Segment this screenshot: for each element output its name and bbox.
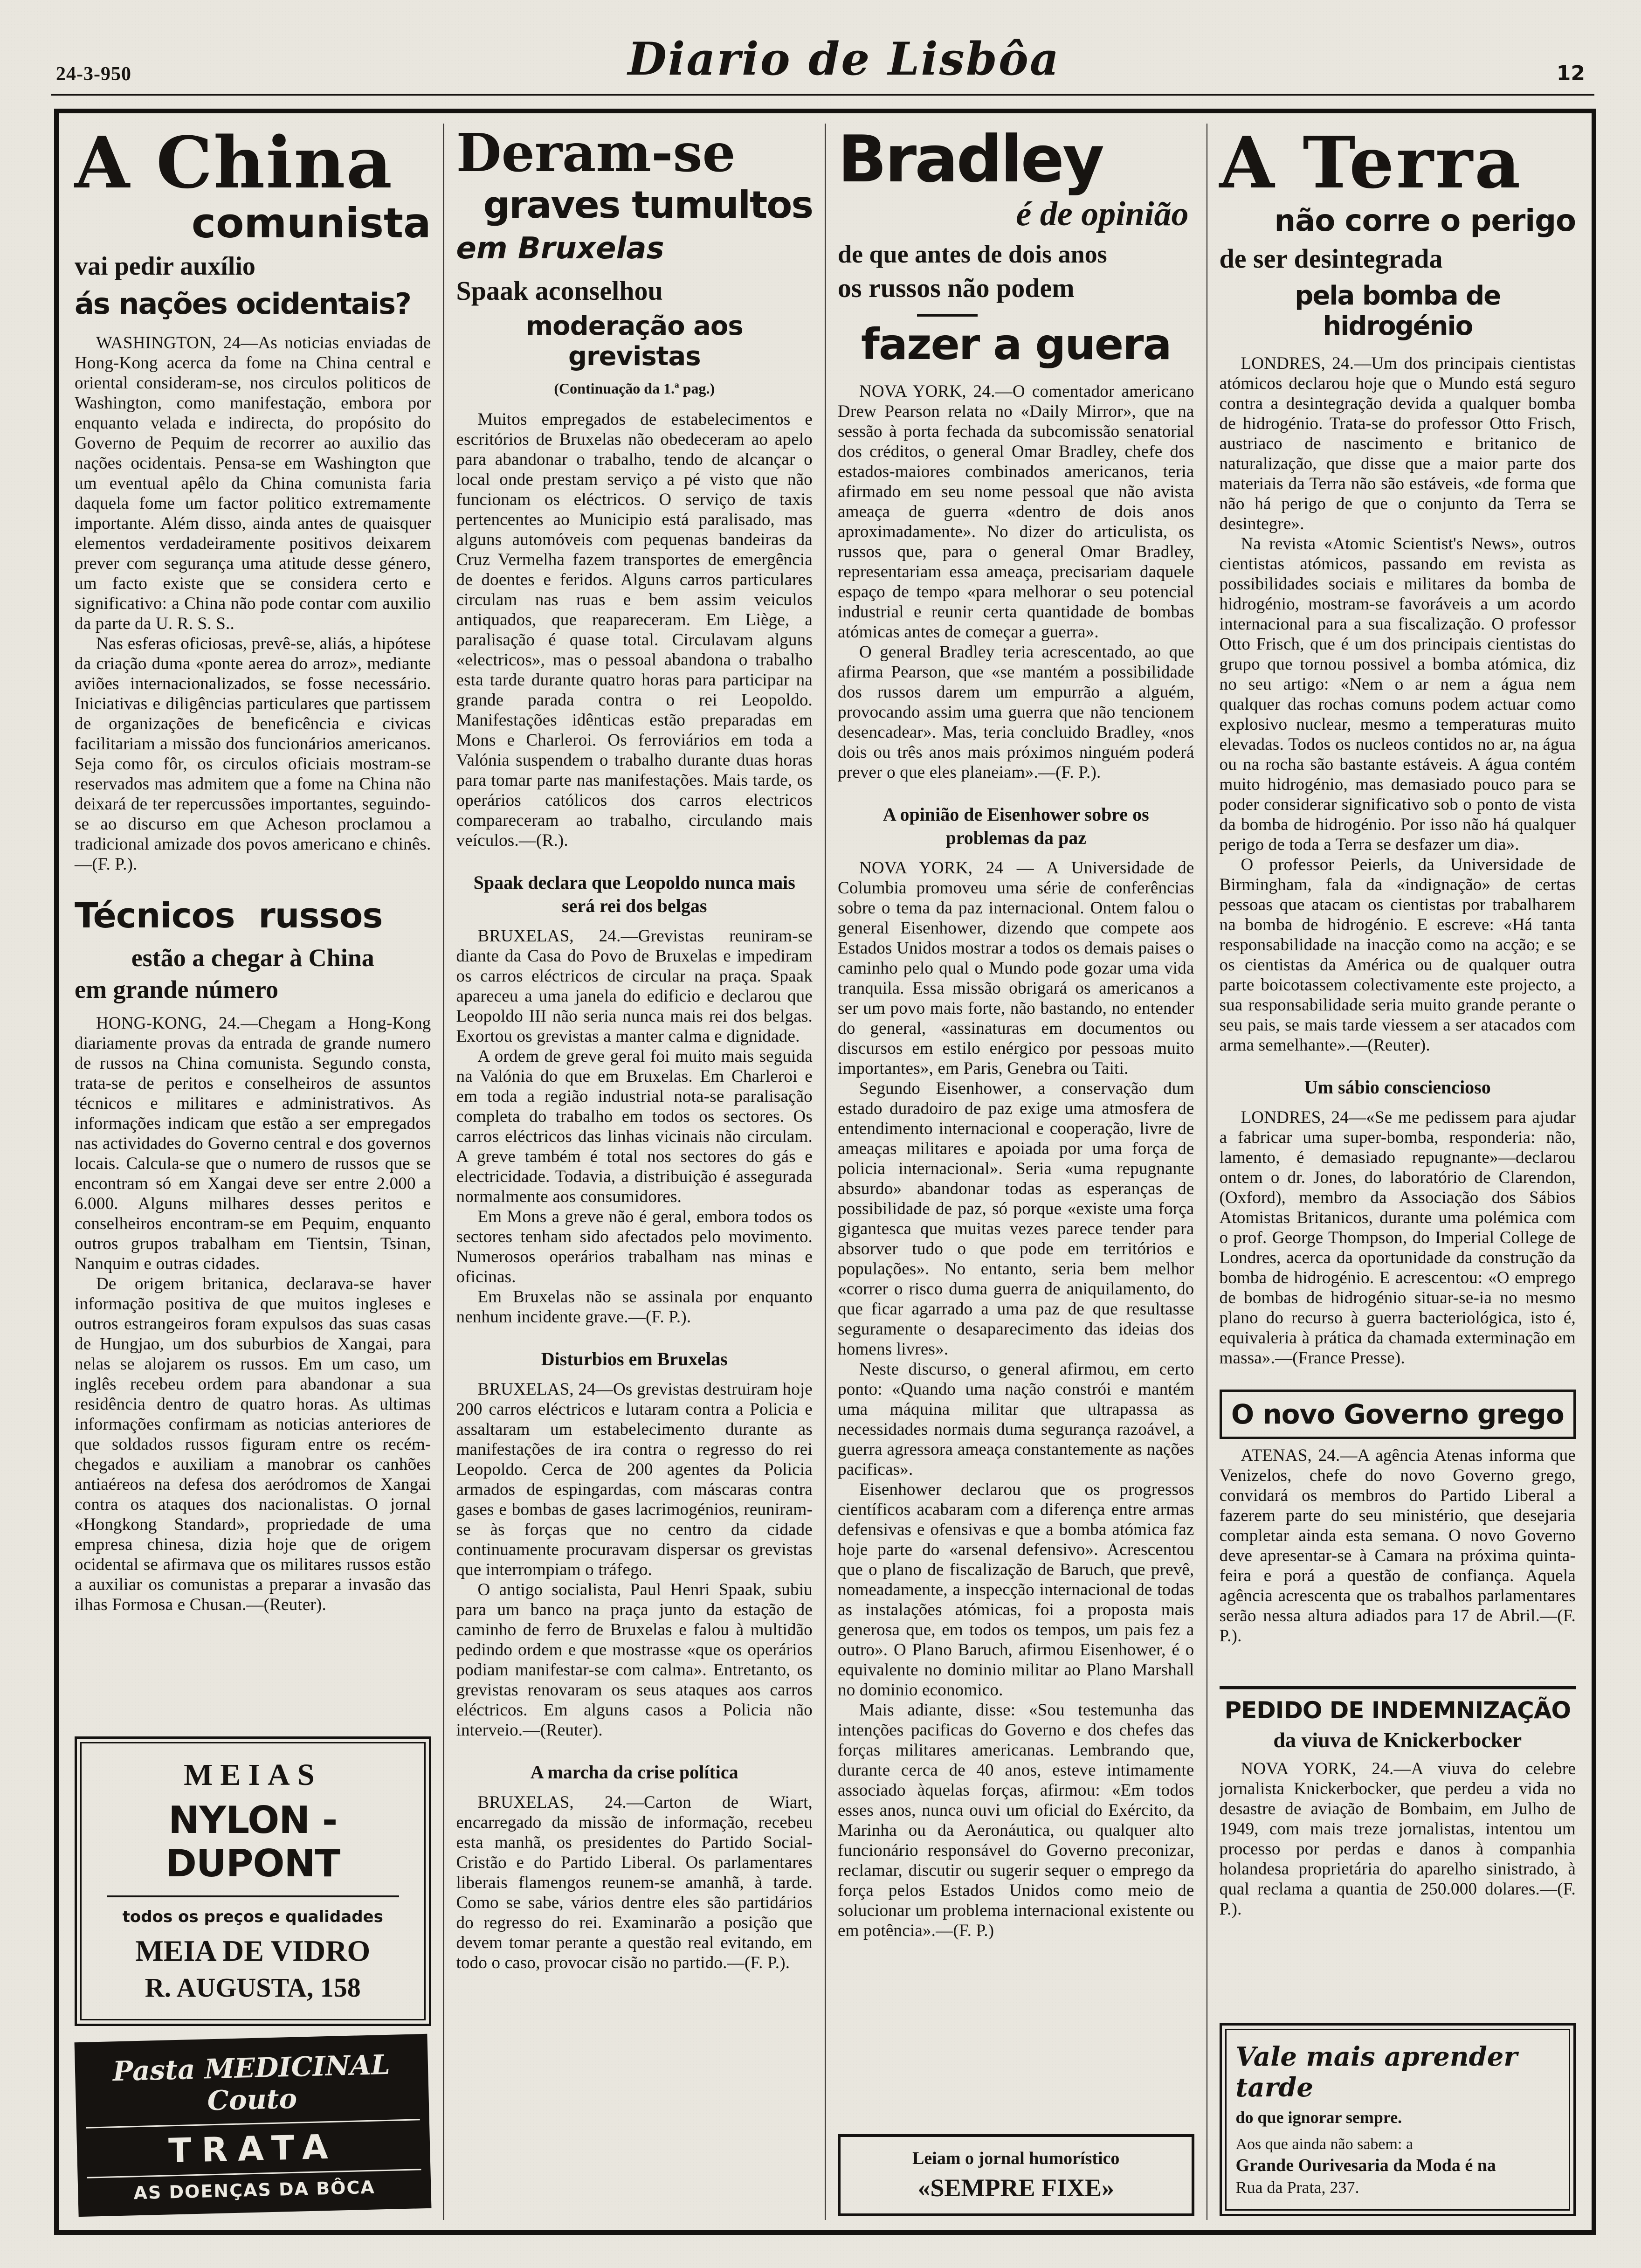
deck-antes-dois-anos: de que antes de dois anos	[838, 240, 1107, 268]
deck-nao-corre-perigo: não corre o perigo	[1274, 204, 1576, 238]
ad-pasta-medicinal-couto	[75, 2034, 431, 2217]
paragraph: O antigo socialista, Paul Henri Spaak, subiu para um banco na praça junto da estação de caminho de ferro de Bruxelas e falou à multidão pedindo ordem e que mostrasse «que os operários podiam manifestar-se com calma». Entretanto, os grevistas renovaram os seus ataques aos carros eléctricos. Em alguns casos a Policia não interveio.—(Reuter).	[456, 1580, 813, 1740]
ad-ourivesaria-da-moda	[1220, 2023, 1576, 2216]
promo-line: Leiam o jornal humorístico	[912, 2149, 1120, 2168]
ad-line: Pasta MEDICINAL Couto	[112, 2048, 391, 2117]
paragraph: Na revista «Atomic Scientist's News», outros cientistas atómicos, passando em revista as possibilidades sociais e militares da bomba de hidrogénio, mostram-se favoráveis a um acordo internacional para a sua fiscalização. O professor Otto Frisch, que é um dos principais cientistas do grupo que tornou possivel a bomba atómica, diz no seu artigo: «Nem o ar nem a água nem qualquer das rochas comuns podem actuar como explosivo nuclear, mesmo a temperaturas muito elevadas. Todos os nucleos contidos no ar, na água ou na rocha são bastante estáveis. A água contém muito hidrogénio, mas demasiado pouco para se poder considerar significativo sob o ponto de vista da bomba de hidrogénio. Por isso não há qualquer perigo de toda a Terra se desfazer um dia».	[1219, 534, 1576, 854]
deck-spaak-aconselhou: Spaak aconselhou	[456, 276, 663, 306]
divider	[917, 314, 978, 317]
paragraph: De origem britanica, declarava-se haver informação positiva de que muitos ingleses e outros estrangeiros foram expulsos das suas casas de Hungjao, um dos suburbios de Xangai, para nelas se alojarem os russos. Em um caso, um inglês recebeu ordem para abandonar a sua residência dentro de quatro horas. As ultimas informações confirmam as noticias anteriores de que soldados russos figuram entre os recém-chegados e auxiliam a manobrar os canhões antiaéreos na defesa dos aeródromos de Xangai contra os ataques dos nacionalistas. O jornal «Hongkong Standard», propriedade de uma empresa chinesa, dizia hoje que de origem ocidental se afirmava que os militares russos estão a auxiliar os comunistas a preparar a invasão das ilhas Formosa e Chusan.—(Reuter).	[75, 1274, 431, 1615]
page-header	[0, 0, 1641, 90]
subhead-marcha-crise: A marcha da crise política	[530, 1762, 738, 1783]
ad-line: R. AUGUSTA, 158	[145, 1972, 361, 2003]
ad-line: Rua da Prata, 237.	[1235, 2178, 1359, 2197]
paragraph: Segundo Eisenhower, a conservação dum estado duradoiro de paz exige uma atmosfera de entendimento internacional e cooperação, livre de ameaças militares e apoiada por uma força de policia internacional». Seria «uma repugnante absurdo» abandonar todas as esperanças de possibilidade de paz, só porque «existe uma força gigantesca que muitas vezes parece tender para absorver tudo o que pode em territórios e populações». No entanto, seria bem melhor «correr o risco duma guerra de aniquilamento, do que ficar agarrado a uma paz de que resultasse seguramente o desaparecimento das ideias dos homens livres».	[838, 1079, 1194, 1359]
article-body	[456, 926, 813, 1327]
advertisements-block	[75, 1718, 431, 2216]
ad-line: todos os preços e qualidades	[122, 1908, 383, 1926]
article-tumultos-bruxelas	[456, 124, 813, 1973]
column-3	[825, 124, 1207, 2220]
article-body	[1220, 1759, 1576, 1919]
article-body	[456, 1379, 813, 1740]
paragraph: Eisenhower declarou que os progressos científicos acabaram com a diferença entre armas defensivas e ofensivas e que a bomba atómica faz hoje parte do «arsenal defensivo». Acrescentou que o plano de fiscalização de Baruch, que prevê, nomeadamente, a inspecção internacional de todas as instalações atómicas, foi a proposta mais generosa que, em todos os tempos, um pais fez a outro». O Plano Baruch, afirmou Eisenhower, é o equivalente no dominio militar ao Plano Marshall no dominio economico.	[838, 1480, 1194, 1700]
ad-line: Aos que ainda não sabem: a	[1235, 2136, 1413, 2153]
ad-line: MEIAS	[184, 1758, 322, 1792]
headline-bomba-hidrogenio: pela bomba de hidrogénio	[1295, 281, 1501, 341]
edition-date: 24-3-950	[56, 63, 131, 85]
header-rule	[51, 94, 1594, 96]
promo-sempre-fixe	[838, 2134, 1194, 2216]
headline-bradley: Bradley	[838, 124, 1103, 197]
paragraph: WASHINGTON, 24—As noticias enviadas de Hong-Kong acerca da fome na China central e oriental consideram-se, nos circulos politicos de Washington, como manifestação, embora por enquanto velada e indirecta, do propósito do Governo de Pequim de recorrer ao auxilio das nações ocidentais. Pensa-se em Washington que um eventual apêlo da China comunista faria daquela fome um factor politico extremamente importante. Além disso, ainda antes de quaisquer elementos verdadeiramente positivos deixarem prever com segurança uma atitude desse género, um facto existe que se considera certo e significativo: a China não pode contar com auxilio da parte da U. R. S. S..	[75, 333, 431, 634]
page-number: 12	[1556, 62, 1585, 85]
promo-line: «SEMPRE FIXE»	[917, 2174, 1115, 2202]
ad-line: AS DOENÇAS DA BÔCA	[133, 2177, 376, 2204]
paragraph: Muitos empregados de estabelecimentos e escritórios de Bruxelas não obedeceram ao apelo para abandonar o trabalho, tendo de alcançar o local onde prestam serviço a pé visto que não funcionam os eléctricos. O serviço de taxis pertencentes ao Municipio está paralisado, mas alguns automóveis com pequenas bandeiras da Cruz Vermelha fazem transportes de emergência de doentes e feridos. Alguns carros particulares circulam nas ruas e bem assim veiculos antiquados, que reapareceram. Em Liège, a paralisação é quase total. Circulavam alguns «electricos», mas o pessoal abandona o trabalho esta tarde durante quatro horas para participar na grande parada contra o rei Leopoldo. Manifestações idênticas estão preparadas em Mons e Charleroi. Os ferroviários em toda a Valónia suspendem o trabalho durante duas horas para tomar parte nas manifestações. Mais tarde, os operários católicos dos carros electricos compareceram ao trabalho, circulando mais veículos.—(R.).	[456, 410, 813, 850]
subhead-eisenhower-paz: A opinião de Eisenhower sobre os problemas da paz	[883, 804, 1149, 848]
article-body	[75, 333, 431, 874]
headline-em-bruxelas: em Bruxelas	[456, 231, 664, 266]
headline-graves-tumultos: graves tumultos	[483, 183, 813, 227]
ad-line: NYLON - DUPONT	[165, 1798, 340, 1885]
deck-vai-pedir-auxilio: vai pedir auxílio	[75, 252, 255, 281]
paragraph: BRUXELAS, 24—Os grevistas destruiram hoje 200 carros eléctricos e lutaram contra a Policia e assaltaram um estabelecimento durante as manifestações de ira contra o regresso do rei Leopoldo. Cerca de 200 agentes da Policia armados de espingardas, com máscaras contra gases e bombas de gases lacrimogénios, reuniram-se às forças que no centro da cidade continuamente procuravam dispersar os grevistas que interrompiam o tráfego.	[456, 1380, 813, 1579]
paragraph: Em Bruxelas não se assinala por enquanto nenhum incidente grave.—(F. P.).	[456, 1287, 813, 1327]
paragraph: O professor Peierls, da Universidade de Birmingham, fala da «indignação» de certas pessoas que atacam os cientistas por trabalharem na bomba de hidrogénio. E escreve: «Há tanta responsabilidade na inacção como na acção; e se os cientistas da América ou de qualquer outra parte boicotassem colectivamente este projecto, a sua responsabilidade seria muito grande perante o seu pais, se mais tarde viessem a ser atacados com arma semelhante».—(Reuter).	[1219, 855, 1576, 1055]
column-2	[443, 124, 825, 2220]
masthead-title: Diario de Lisbôa	[627, 33, 1061, 85]
headline-novo-governo-grego: O novo Governo grego	[1220, 1390, 1576, 1439]
deck-e-de-opiniao: é de opinião	[1016, 195, 1189, 233]
article-body	[1220, 1445, 1576, 1646]
ad-inner-frame	[80, 1742, 426, 2020]
subhead-disturbios: Disturbios em Bruxelas	[541, 1348, 728, 1369]
deck-viuva-knickerbocker: da viuva de Knickerbocker	[1273, 1728, 1522, 1752]
paragraph: NOVA YORK, 24 — A Universidade de Columbia promoveu uma série de conferências sobre o tema da paz internacional. Ontem falou o general Eisenhower, dizendo que compete aos Estados Unidos mostrar a todos os demais paises o caminho pelo qual o Mundo pode gozar uma vida tranquila. Essa missão obrigará os americanos a ser um povo mais forte, não bastando, no entender do general, «assinaturas em documentos ou discursos em estilo enérgico por pessoas muito importantes», em Paris, Genebra ou Taiti.	[838, 858, 1194, 1078]
deck-em-grande-numero: em grande número	[75, 975, 278, 1004]
article-a-terra	[1219, 124, 1576, 1368]
article-bradley	[838, 124, 1194, 1941]
ad-line: Grande Ourivesaria da Moda é na	[1235, 2156, 1496, 2175]
ad-meias-nylon-dupont	[75, 1736, 431, 2026]
article-body	[1220, 353, 1576, 1055]
ad-line: do que ignorar sempre.	[1235, 2108, 1402, 2127]
ad-line: MEIA DE VIDRO	[135, 1934, 371, 1967]
subhead-spaak-leopoldo: Spaak declara que Leopoldo nunca mais será rei dos belgas	[473, 872, 795, 916]
paragraph: BRUXELAS, 24.—Carton de Wiart, encarregado da missão de informação, recebeu esta manhã, os presidentes do Partido Social-Cristão e do Partido Liberal. Os parlamentares liberais flamengos reunem-se amanhã, à tarde. Como se sabe, vários dentre eles são partidários do regresso do rei. Examinarão a posição que devem tomar perante a questão real evitando, em todo o caso, provocar cisão no partido.—(F. P.).	[456, 1793, 813, 1972]
article-body	[456, 409, 813, 850]
paragraph: Nas esferas oficiosas, prevê-se, aliás, a hipótese da criação duma «ponte aerea do arroz», mediante aviões internacionalizados, se fosse necessário. Iniciativas e diligências particulares que partissem de organizações de beneficência e civicas facilitariam a missão dos funcionários americanos. Seja como fôr, os circulos oficiais mostram-se reservados mas admitem que a fome na China não deixará de ter repercussões importantes, seguindo-se ao discurso em que Acheson proclamou a tradicional amizade dos povos americano e chinês.—(F. P.).	[75, 634, 431, 874]
subhead-sabio-consciencioso: Um sábio consciencioso	[1304, 1077, 1491, 1098]
continuation-note: (Continuação da 1.ª pag.)	[554, 380, 715, 397]
paragraph: A ordem de greve geral foi muito mais seguida na Valónia do que em Bruxelas. Em Charleroi e em toda a região industrial nota-se paralisação completa do trabalho em todos os sectores. Os carros eléctricos das linhas vicinais não circulam. A greve também é total nos sectores do gás e electricidade. Todavia, a distribuição é assegurada normalmente aos consumidores.	[456, 1047, 813, 1206]
headline-deram-se: Deram-se	[456, 124, 736, 184]
article-pedido-indemnizacao	[1220, 1667, 1576, 1919]
headline-fazer-a-guerra: fazer a guera	[861, 319, 1171, 369]
article-tecnicos-russos	[75, 896, 431, 1615]
divider	[107, 1895, 399, 1897]
paragraph: LONDRES, 24.—Um dos principais cientistas atómicos declarou hoje que o Mundo está seguro contra a desintegração devida a qualquer bomba de hidrogénio. Trata-se do professor Otto Frisch, austriaco de nascimento e britanico de naturalização, que disse que a maior parte dos materiais da Terra não são estáveis, «de forma que não há perigo de que o conjunto da Terra se desintegre».	[1219, 354, 1576, 533]
article-body	[838, 381, 1194, 782]
article-body	[838, 858, 1194, 1941]
paragraph: Neste discurso, o general afirmou, em certo ponto: «Quando uma nação constrói e mantém uma máquina militar que ultrapassa as necessidades normais duma segurança razoável, a guerra agressora ameaça constantemente as nações pacificas».	[838, 1360, 1194, 1479]
deck-as-nacoes-ocidentais: ás nações ocidentais?	[75, 287, 411, 321]
column-4	[1207, 124, 1588, 2220]
ad-line: TRATA	[86, 2119, 421, 2178]
headline-a-china: A China	[75, 124, 393, 204]
deck-estao-a-chegar: estão a chegar à China	[131, 944, 374, 972]
content-frame	[54, 109, 1596, 2235]
article-body	[456, 1792, 813, 1973]
article-china-comunista	[75, 124, 431, 874]
column-1	[62, 124, 443, 2220]
headline-comunista: comunista	[191, 199, 431, 247]
paragraph: NOVA YORK, 24.—O comentador americano Drew Pearson relata no «Daily Mirror», que na sessão à porta fechada da subcomissão senatorial dos créditos, o general Omar Bradley, chefe dos estados-maiores combinados americanos, teria afirmado em seu nome pessoal que não avista ameaça de guerra «dentro de dois anos aproximadamente». No dizer do articulista, os russos que, para o general Omar Bradley, representariam essa ameaça, precisariam daquele espaço de tempo «para melhorar o seu potencial industrial e reunir certa quantidade de bombas atómicas antes de começar a guerra».	[838, 382, 1194, 642]
article-body	[1220, 1107, 1576, 1368]
paragraph: Mais adiante, disse: «Sou testemunha das intenções pacificas do Governo e dos chefes das forças militares americanas. Lembrando que, durante cerca de 40 anos, esteve intimamente associado àquelas forças, afirmou: «Em todos esses anos, nunca ouvi um oficial do Exército, da Marinha ou da Aeronáutica, ou qualquer alto funcionário responsável do Governo preconizar, reclamar, discutir ou sugerir sequer o emprego da força pelos Estados Unidos como meio de solucionar um problema internacional existente ou em potência».—(F. P.)	[838, 1701, 1194, 1940]
article-body	[75, 1013, 431, 1615]
paragraph: NOVA YORK, 24.—A viuva do celebre jornalista Knickerbocker, que perdeu a vida no desastre de aviação de Bombaim, em Julho de 1949, com mais treze jornalistas, intentou um processo por perdas e danos à companhia holandesa proprietária do aparelho sinistrado, à qual reclama a quantia de 250.000 dolares.—(F. P.).	[1219, 1759, 1576, 1919]
deck-ser-desintegrada: de ser desintegrada	[1219, 243, 1443, 274]
headline-a-terra: A Terra	[1219, 124, 1523, 204]
divider	[1220, 1686, 1576, 1689]
paragraph: O general Bradley teria acrescentado, ao que afirma Pearson, que «se mantém a possibilidade dos russos darem um empurrão a alguém, provocando assim uma guerra que não tencionem desencadear». Mas, teria concluido Bradley, «nos dois ou três anos mais próximos ninguém poderá prever o que eles planeiam».—(F. P.).	[838, 643, 1194, 782]
paragraph: LONDRES, 24—«Se me pedissem para ajudar a fabricar uma super-bomba, responderia: não, lamento, é demasiado repugnante»—declarou ontem o dr. Jones, do laboratório de Clarendon, (Oxford), membro da Associação dos Sábios Atomistas Britanicos, durante uma polémica com o prof. George Thompson, do Imperial College de Londres, acerca da oportunidade da construção da bomba de hidrogénio. E acrescentou: «O emprego de bombas de hidrogénio situar-se-ia no mesmo plano do recurso à guerra bacteriológica, isto é, equivaleria à prática da chamada exterminação em massa».—(France Presse).	[1219, 1108, 1576, 1368]
ad-line: Vale mais aprender tarde	[1235, 2041, 1517, 2103]
article-novo-governo-grego	[1220, 1390, 1576, 1646]
deck-moderacao-grevistas: moderação aos grevistas	[525, 311, 743, 372]
deck-russos-nao-podem: os russos não podem	[838, 273, 1075, 303]
ad-inner-frame	[1225, 2029, 1571, 2211]
paragraph: BRUXELAS, 24.—Grevistas reuniram-se diante da Casa do Povo de Bruxelas e impediram os carros eléctricos de circular na praça. Spaak apareceu a uma janela do edificio e declarou que Leopoldo III não seria nunca mais rei dos belgas. Exortou os grevistas a manter calma e dignidade.	[456, 927, 813, 1046]
paragraph: HONG-KONG, 24.—Chegam a Hong-Kong diariamente provas da entrada de grande numero de russos na China comunista. Segundo consta, trata-se de peritos e conselheiros de assuntos técnicos e militares e administrativos. As informações indicam que estão a ser empregados nas actividades do Governo central e dos governos locais. Calcula-se que o numero de russos que se encontram só em Xangai deve ser entre 2.000 a 6.000. Alguns milhares desses peritos e conselheiros encontram-se em Pequim, enquanto outros grupos trabalham em Tientsin, Tsinan, Nanquim e outras cidades.	[75, 1014, 431, 1274]
paragraph: ATENAS, 24.—A agência Atenas informa que Venizelos, chefe do novo Governo grego, convidará os membros do Partido Liberal a fazerem parte do seu ministério, que desejaria completar ainda esta semana. O novo Governo deve apresentar-se à Camara na próxima quinta-feira e porá a questão de confiança. Aquela agência acrescenta que os trabalhos parlamentares serão nessa altura adiados para 17 de Abril.—(F. P.).	[1219, 1446, 1576, 1646]
headline-pedido-indemnizacao: PEDIDO DE INDEMNIZAÇÃO	[1224, 1697, 1571, 1724]
headline-tecnicos-russos: Técnicos russos	[75, 896, 383, 936]
paragraph: Em Mons a greve não é geral, embora todos os sectores tenham sido afectados pelo movimento. Numerosos operários trabalham nas minas e oficinas.	[456, 1207, 813, 1286]
